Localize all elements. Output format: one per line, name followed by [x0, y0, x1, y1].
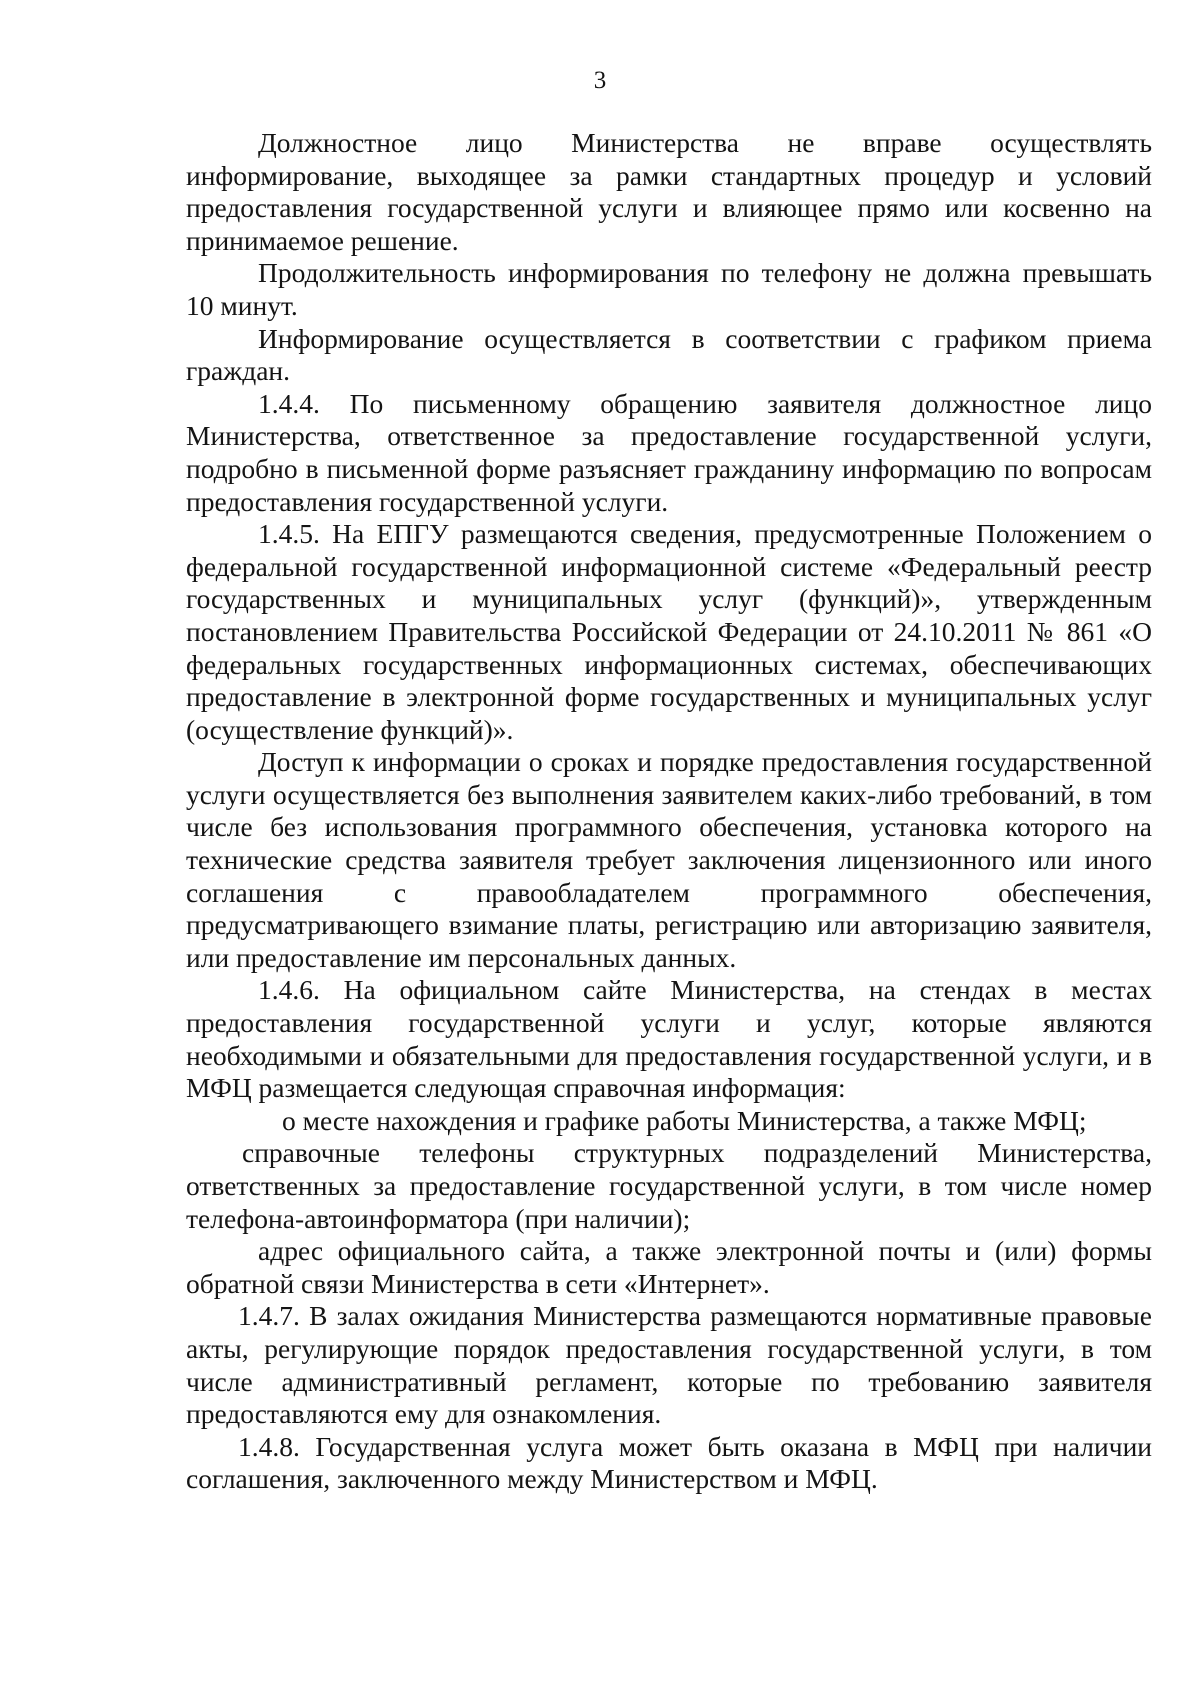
page-number: 3	[593, 67, 607, 94]
paragraph-reception-schedule: Информирование осуществляется в соответствии с графиком приема граждан.	[186, 322, 1152, 387]
paragraph-1-4-8: 1.4.8. Государственная услуга может быть оказана в МФЦ при наличии соглашения, заключенного между Министерством и МФЦ.	[186, 1430, 1152, 1495]
document-body	[186, 127, 1152, 1496]
paragraph-1-4-7: 1.4.7. В залах ожидания Министерства размещаются нормативные правовые акты, регулирующие порядок предоставления государственной услуги, в том числе административный регламент, которые по требованию заявителя предоставляются ему для ознакомления.	[186, 1300, 1152, 1430]
paragraph-official-limits: Должностное лицо Министерства не вправе осуществлять информирование, выходящее за рамки стандартных процедур и условий предоставления государственной услуги и влияющее прямо или косвенно на принимаемое решение.	[186, 127, 1152, 256]
paragraph-1-4-6: 1.4.6. На официальном сайте Министерства, на стендах в местах предоставления государственной услуги и услуг, которые являются необходимыми и обязательными для предоставления государственной услуги, и в МФЦ размещается следующая справочная информация:	[186, 974, 1152, 1104]
list-item-location: о месте нахождения и графике работы Министерства, а также МФЦ;	[282, 1104, 1087, 1136]
list-item-phones: справочные телефоны структурных подразделений Министерства, ответственных за предоставление государственной услуги, в том числе номер телефона-автоинформатора (при наличии);	[186, 1137, 1152, 1234]
list-item-website: адрес официального сайта, а также электронной почты и (или) формы обратной связи Министерства в сети «Интернет».	[186, 1235, 1152, 1299]
paragraph-1-4-5: 1.4.5. На ЕПГУ размещаются сведения, предусмотренные Положением о федеральной государственной информационной системе «Федеральный реестр государственных и муниципальных услуг (функций)», утвержденным постановлением Правительства Российской Федерации от 24.10.2011 № 861 «О федеральных государственных информационных системах, обеспечивающих предоставление в электронной форме государственных и муниципальных услуг (осуществление функций)».	[186, 518, 1152, 745]
paragraph-1-4-4: 1.4.4. По письменному обращению заявителя должностное лицо Министерства, ответственное за предоставление государственной услуги, подробно в письменной форме разъясняет гражданину информацию по вопросам предоставления государственной услуги.	[186, 387, 1152, 517]
paragraph-access-info: Доступ к информации о сроках и порядке предоставления государственной услуги осуществляется без выполнения заявителем каких-либо требований, в том числе без использования программного обеспечения, установка которого на технические средства заявителя требует заключения лицензионного или иного соглашения с правообладателем программного обеспечения, предусматривающего взимание платы, регистрацию или авторизацию заявителя, или предоставление им персональных данных.	[186, 746, 1152, 973]
paragraph-phone-duration: Продолжительность информирования по телефону не должна превышать 10 минут.	[186, 257, 1152, 321]
